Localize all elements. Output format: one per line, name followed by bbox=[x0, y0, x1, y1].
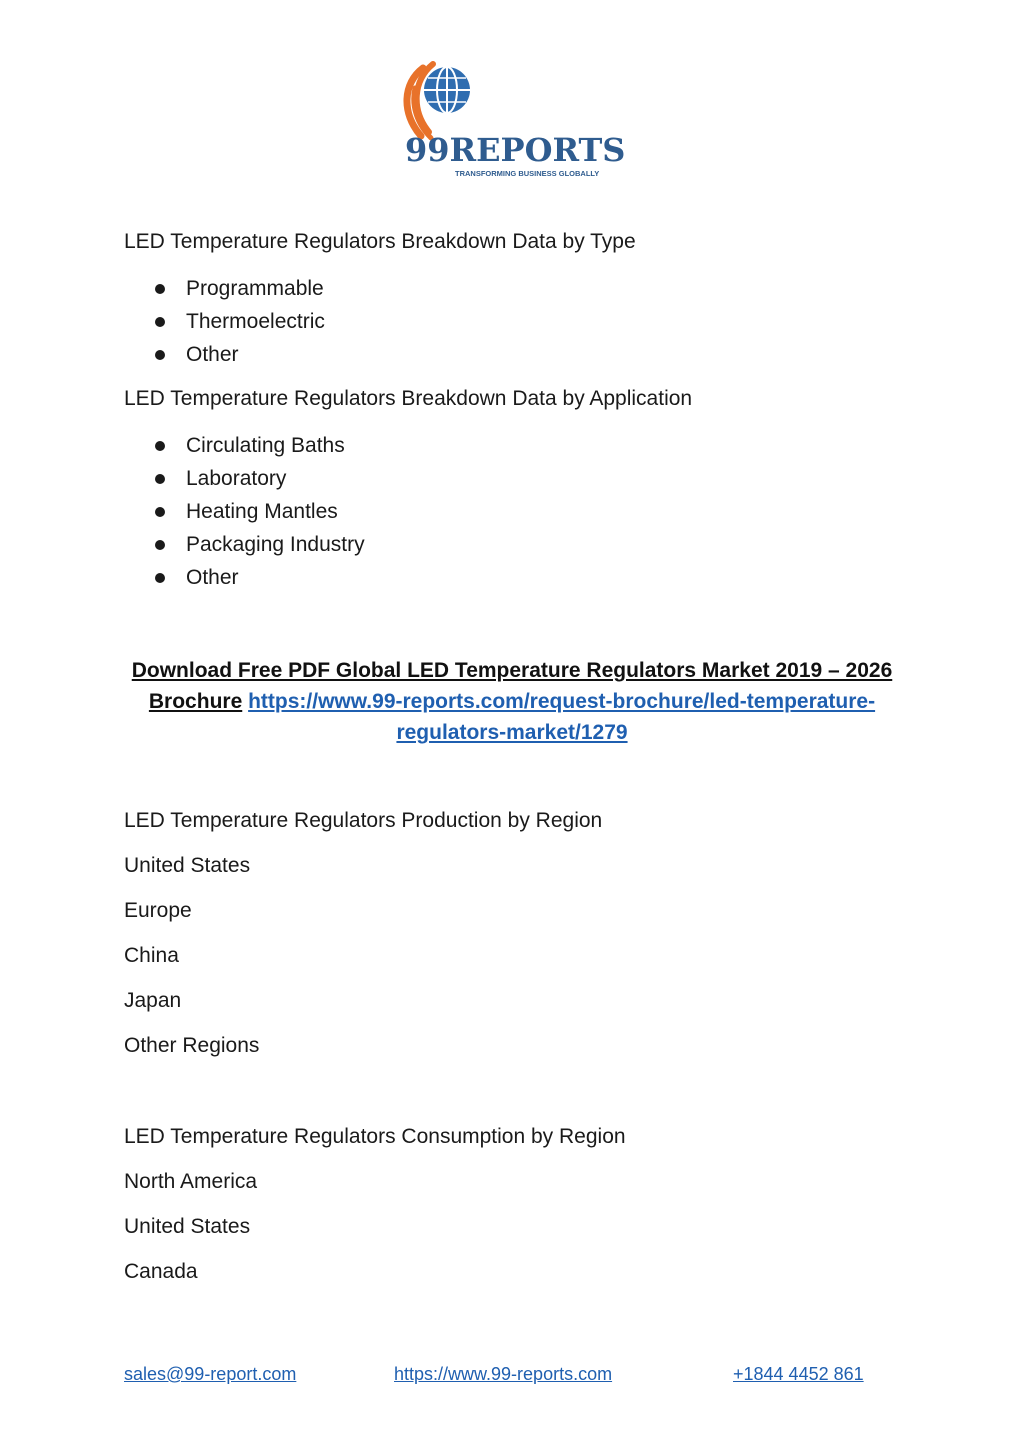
production-region: United States bbox=[124, 854, 251, 877]
application-heading: LED Temperature Regulators Breakdown Data by Application bbox=[124, 387, 693, 410]
production-region: Europe bbox=[124, 899, 192, 922]
bullet-icon bbox=[155, 540, 165, 550]
bullet-icon bbox=[155, 573, 165, 583]
logo-brand: 99REPORTS bbox=[405, 131, 626, 169]
company-logo bbox=[395, 58, 635, 183]
production-region: Japan bbox=[124, 989, 182, 1012]
consumption-heading: LED Temperature Regulators Consumption by Region bbox=[124, 1125, 626, 1148]
production-region: China bbox=[124, 944, 179, 967]
download-brochure-label: Brochure bbox=[148, 690, 243, 713]
footer-phone-link[interactable]: +1844 4452 861 bbox=[733, 1364, 864, 1384]
brochure-link-continued[interactable]: regulators-market/1279 bbox=[396, 721, 628, 744]
footer-email-link[interactable]: sales@99-report.com bbox=[124, 1364, 297, 1384]
bullet-icon bbox=[155, 350, 165, 360]
footer-website-link[interactable]: https://www.99-reports.com bbox=[394, 1364, 613, 1384]
consumption-region: North America bbox=[124, 1170, 258, 1193]
production-region: Other Regions bbox=[124, 1034, 260, 1057]
bullet-icon bbox=[155, 317, 165, 327]
bullet-icon bbox=[155, 441, 165, 451]
bullet-icon bbox=[155, 507, 165, 517]
brochure-link[interactable]: https://www.99-reports.com/request-brochure/led-temperature- bbox=[248, 690, 876, 713]
download-title: Download Free PDF Global LED Temperature Regulators Market 2019 – 2026 bbox=[131, 659, 893, 682]
consumption-region: United States bbox=[124, 1215, 251, 1238]
bullet-icon bbox=[155, 474, 165, 484]
type-heading: LED Temperature Regulators Breakdown Data by Type bbox=[124, 230, 636, 253]
download-brochure bbox=[100, 655, 924, 748]
bullet-icon bbox=[155, 284, 165, 294]
consumption-region: Canada bbox=[124, 1260, 198, 1283]
logo-tagline: TRANSFORMING BUSINESS GLOBALLY bbox=[455, 169, 600, 178]
production-heading: LED Temperature Regulators Production by Region bbox=[124, 809, 603, 832]
